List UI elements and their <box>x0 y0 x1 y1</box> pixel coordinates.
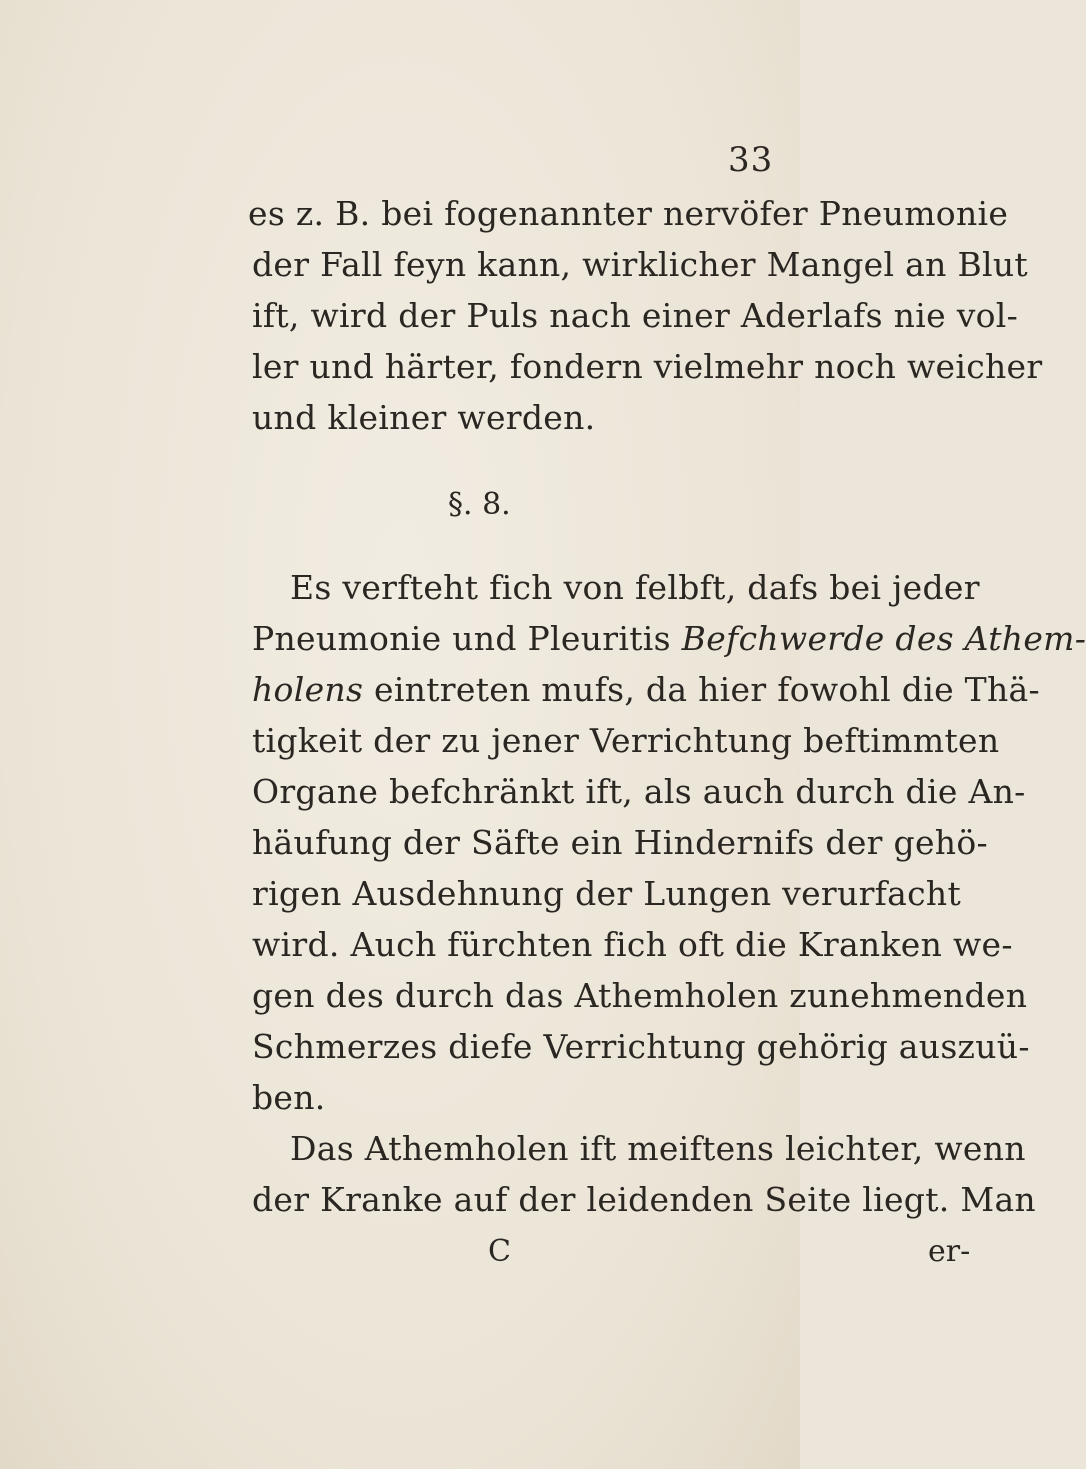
text-line: Organe befchränkt ift, als auch durch die An- <box>252 772 1026 811</box>
text-line: und kleiner werden. <box>252 398 596 437</box>
text-run: Pneumonie und Pleuritis <box>252 619 682 658</box>
text-line: ler und härter, fondern vielmehr noch weicher <box>252 347 1043 386</box>
text-line: tigkeit der zu jener Verrichtung beftimmten <box>252 721 1000 760</box>
catchword: er- <box>928 1234 971 1269</box>
text-line: der Fall feyn kann, wirklicher Mangel an Blut <box>252 245 1028 284</box>
text-line: ift, wird der Puls nach einer Aderlafs nie vol- <box>252 296 1019 335</box>
text-line: Es verfteht fich von felbft, dafs bei jeder <box>290 568 980 607</box>
text-line: der Kranke auf der leidenden Seite liegt. Man <box>252 1180 1036 1219</box>
section-heading: §. 8. <box>448 487 511 522</box>
signature-mark: C <box>488 1234 511 1269</box>
text-line: rigen Ausdehnung der Lungen verurfacht <box>252 874 962 913</box>
text-line: Das Athemholen ift meiftens leichter, wenn <box>290 1129 1026 1168</box>
text-line: häufung der Säfte ein Hindernifs der gehö- <box>252 823 988 862</box>
text-line: es z. B. bei fogenannter nervöfer Pneumonie <box>248 194 1009 233</box>
text-line <box>252 670 1040 710</box>
page-number: 33 <box>728 140 774 180</box>
text-line: wird. Auch fürchten fich oft die Kranken we- <box>252 925 1013 964</box>
text-run: eintreten mufs, da hier fowohl die Thä- <box>363 670 1040 709</box>
text-line: ben. <box>252 1078 326 1117</box>
italic-term: Befchwerde des Athem- <box>681 619 1086 658</box>
text-line <box>252 619 1086 659</box>
text-line: Schmerzes diefe Verrichtung gehörig auszuü- <box>252 1027 1030 1066</box>
text-line: gen des durch das Athemholen zunehmenden <box>252 976 1028 1015</box>
italic-term: holens <box>252 670 364 709</box>
